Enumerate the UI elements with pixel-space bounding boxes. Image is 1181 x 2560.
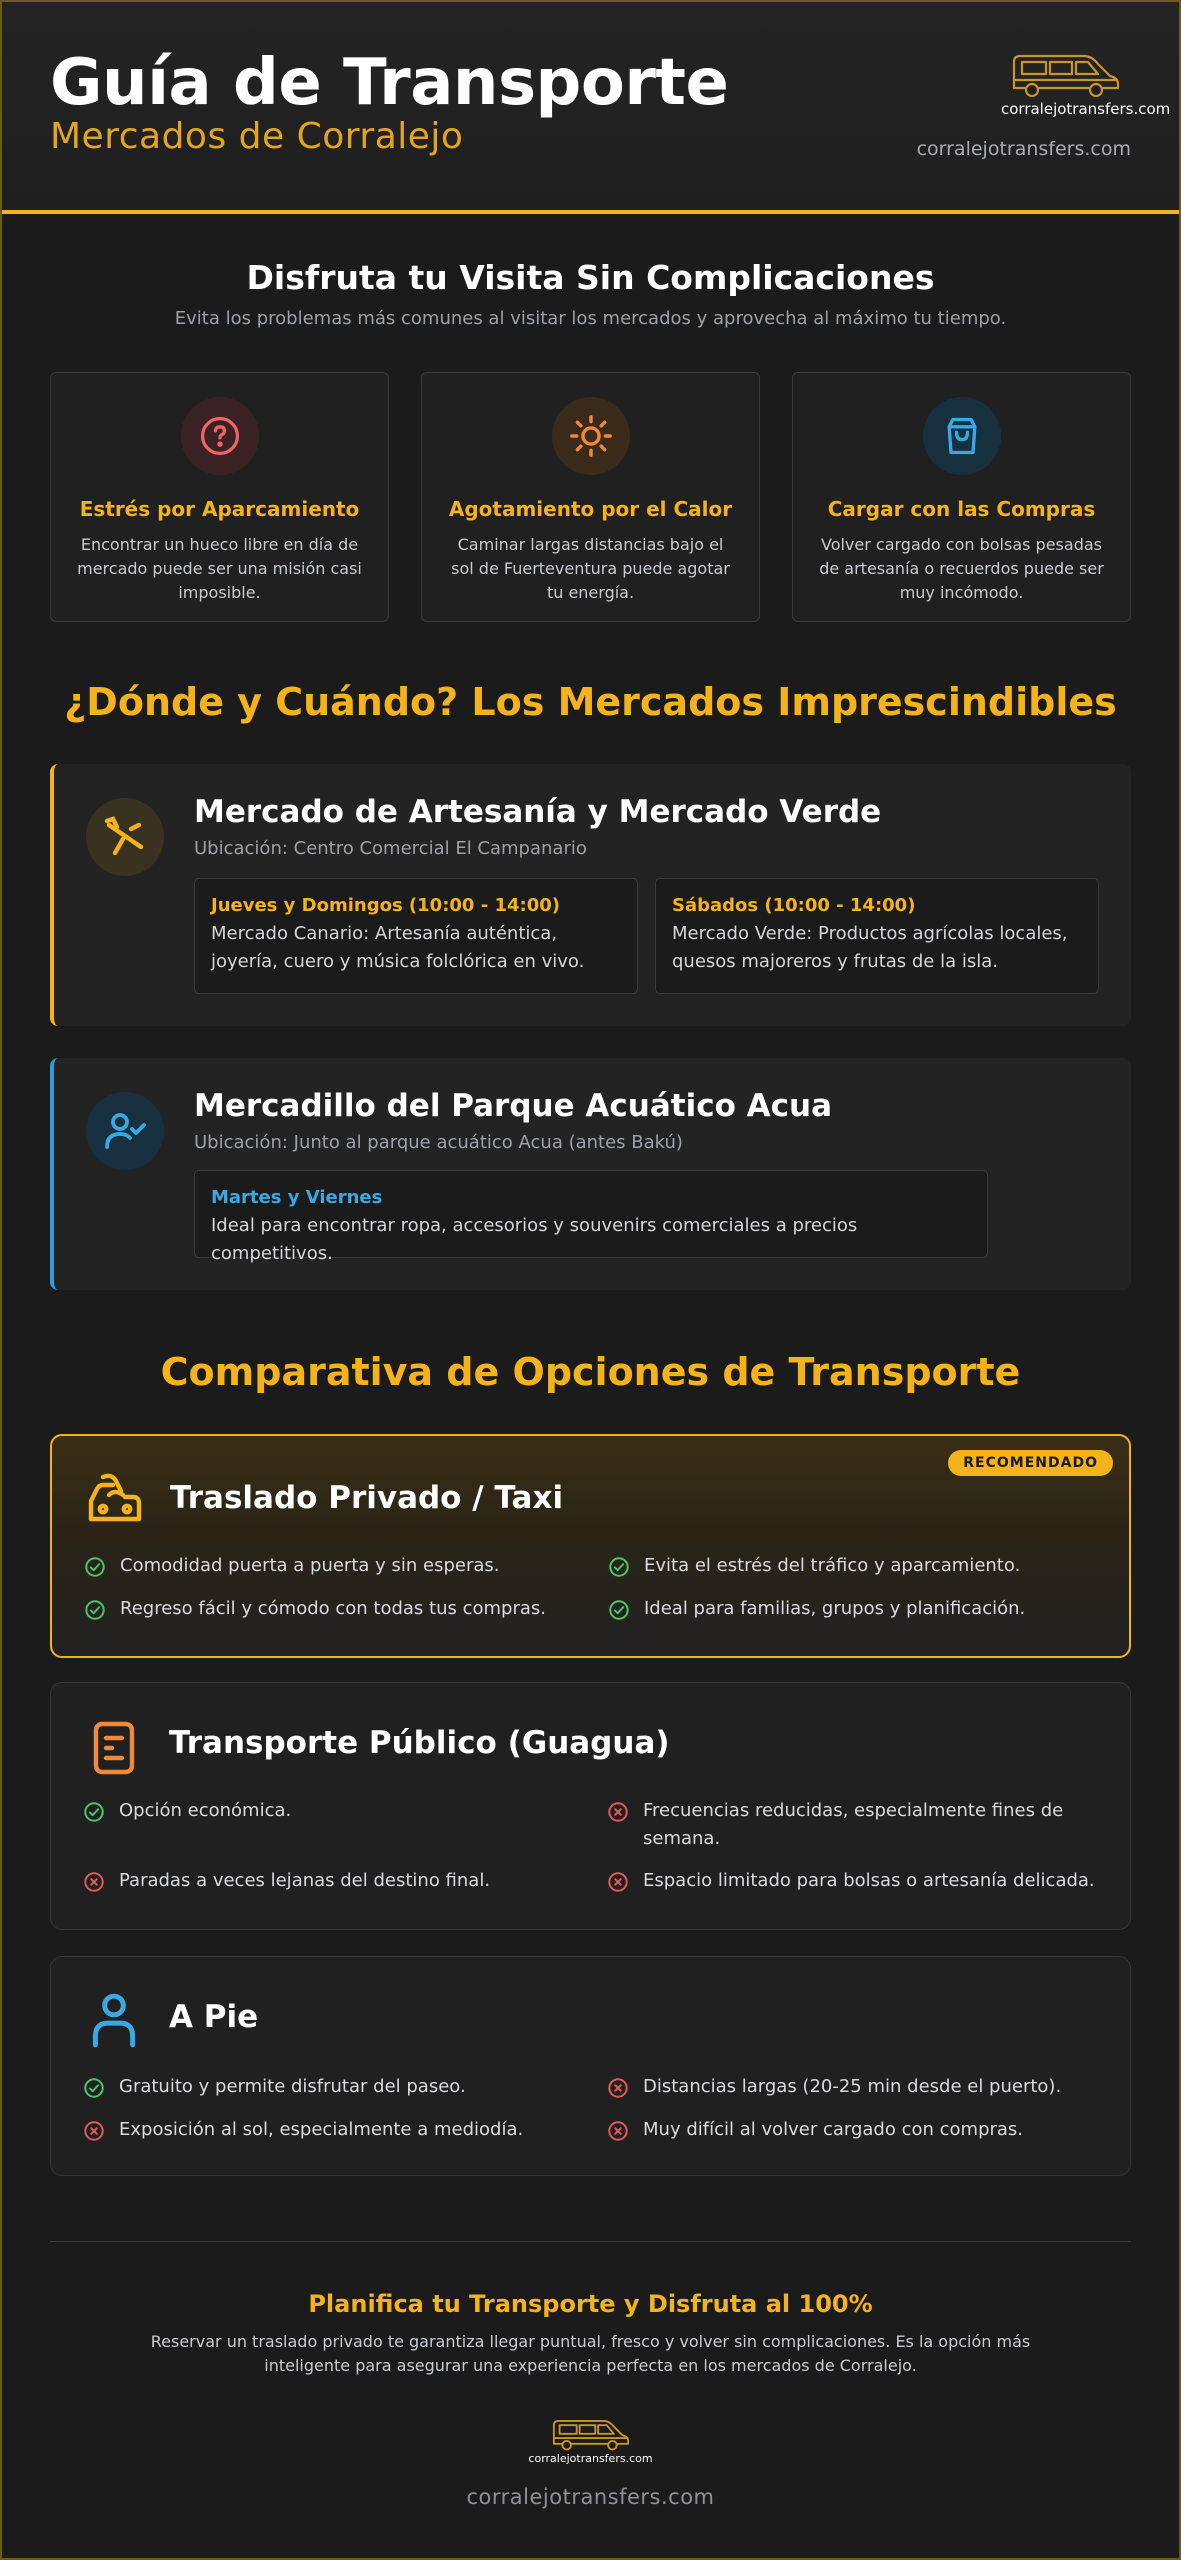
logo-text: corralejotransfers.com <box>528 2452 653 2465</box>
problem-title: Estrés por Aparcamiento <box>79 497 360 521</box>
transport-option-title: A Pie <box>169 1999 259 2035</box>
x-circle-icon <box>607 2077 629 2099</box>
header-url[interactable]: corralejotransfers.com <box>916 138 1131 160</box>
brand-logo[interactable] <box>1001 52 1171 118</box>
feature-pro <box>83 2073 466 2101</box>
user-check-icon <box>86 1092 164 1170</box>
slot-what: Mercado Canario: Artesanía auténtica, joyería, cuero y música folclórica en vivo. <box>211 923 585 972</box>
feature-text: Exposición al sol, especialmente a mediodía. <box>119 2119 524 2140</box>
feature-text: Frecuencias reducidas, especialmente fines de semana. <box>643 1800 1064 1849</box>
van-icon <box>1010 52 1122 98</box>
problem-cards <box>50 372 1131 622</box>
market-card-artesania <box>50 764 1131 1026</box>
x-circle-icon <box>607 1871 629 1893</box>
transport-card-public <box>50 1682 1131 1930</box>
market-slot <box>655 878 1099 994</box>
slot-when: Sábados (10:00 - 14:00) <box>672 895 916 916</box>
problem-card-parking <box>50 372 389 622</box>
footer-divider <box>50 2241 1131 2242</box>
feature-pro <box>608 1595 1025 1623</box>
problem-card-heat <box>421 372 760 622</box>
x-circle-icon <box>607 2120 629 2142</box>
problem-text: Caminar largas distancias bajo el sol de Fuerteventura puede agotar tu energía. <box>451 535 730 602</box>
transport-option-title: Traslado Privado / Taxi <box>170 1480 564 1516</box>
van-icon <box>551 2418 631 2451</box>
slot-what: Ideal para encontrar ropa, accesorios y souvenirs comerciales a precios competitivos. <box>211 1215 858 1264</box>
x-circle-icon <box>83 2120 105 2142</box>
header <box>0 0 1181 214</box>
transport-card-walk <box>50 1956 1131 2176</box>
recommended-badge: RECOMENDADO <box>948 1450 1113 1476</box>
feature-con <box>607 1867 1095 1895</box>
footer-url[interactable]: corralejotransfers.com <box>466 2485 715 2509</box>
problem-title: Cargar con las Compras <box>827 497 1096 521</box>
check-circle-icon <box>84 1599 106 1621</box>
car-icon <box>82 1466 148 1532</box>
check-circle-icon <box>84 1556 106 1578</box>
feature-text: Distancias largas (20-25 min desde el puerto). <box>643 2076 1062 2097</box>
problem-title: Agotamiento por el Calor <box>448 497 733 521</box>
tools-icon <box>86 798 164 876</box>
feature-con <box>83 1867 490 1895</box>
transport-title: Comparativa de Opciones de Transporte <box>160 1350 1021 1394</box>
feature-text: Espacio limitado para bolsas o artesanía delicada. <box>643 1870 1095 1891</box>
feature-text: Evita el estrés del tráfico y aparcamiento. <box>644 1555 1021 1576</box>
market-location: Ubicación: Centro Comercial El Campanario <box>194 838 587 859</box>
market-card-acua <box>50 1058 1131 1290</box>
market-location: Ubicación: Junto al parque acuático Acua (antes Bakú) <box>194 1132 683 1153</box>
shopping-bag-icon <box>923 397 1001 475</box>
feature-con <box>607 2116 1023 2144</box>
markets-title: ¿Dónde y Cuándo? Los Mercados Imprescindibles <box>64 680 1117 724</box>
feature-text: Regreso fácil y cómodo con todas tus compras. <box>120 1598 546 1619</box>
problem-text: Volver cargado con bolsas pesadas de artesanía o recuerdos puede ser muy incómodo. <box>819 535 1104 602</box>
cta-title: Planifica tu Transporte y Disfruta al 100% <box>308 2290 873 2318</box>
x-circle-icon <box>607 1801 629 1823</box>
feature-pro <box>84 1595 546 1623</box>
feature-text: Opción económica. <box>119 1800 292 1821</box>
feature-pro <box>608 1552 1020 1580</box>
page-title: Guía de Transporte <box>50 46 729 120</box>
logo-text: corralejotransfers.com <box>1001 100 1171 118</box>
feature-con <box>607 1797 1107 1853</box>
market-slot <box>194 1170 988 1264</box>
feature-text: Ideal para familias, grupos y planificación. <box>644 1598 1026 1619</box>
transport-option-title: Transporte Público (Guagua) <box>169 1725 670 1761</box>
check-circle-icon <box>83 1801 105 1823</box>
check-circle-icon <box>608 1556 630 1578</box>
sun-icon <box>552 397 630 475</box>
feature-con <box>83 2116 523 2144</box>
feature-con <box>607 2073 1061 2101</box>
feature-pro <box>83 1797 291 1825</box>
slot-when: Jueves y Domingos (10:00 - 14:00) <box>211 895 560 916</box>
feature-text: Muy difícil al volver cargado con compras. <box>643 2119 1024 2140</box>
problem-text: Encontrar un hueco libre en día de mercado puede ser una misión casi imposible. <box>77 535 362 602</box>
person-icon <box>81 1987 147 2053</box>
market-slot <box>194 878 638 994</box>
check-circle-icon <box>608 1599 630 1621</box>
x-circle-icon <box>83 1871 105 1893</box>
feature-text: Gratuito y permite disfrutar del paseo. <box>119 2076 466 2097</box>
market-title: Mercadillo del Parque Acuático Acua <box>194 1088 833 1124</box>
page-subtitle: Mercados de Corralejo <box>50 116 464 157</box>
transport-card-private <box>50 1434 1131 1658</box>
question-circle-icon <box>181 397 259 475</box>
problem-card-shopping <box>792 372 1131 622</box>
slot-what: Mercado Verde: Productos agrícolas locales, quesos majoreros y frutas de la isla. <box>672 923 1068 972</box>
intro-title: Disfruta tu Visita Sin Complicaciones <box>246 258 935 297</box>
document-icon <box>81 1715 147 1781</box>
footer-logo[interactable] <box>0 2418 1181 2465</box>
cta-text: Reservar un traslado privado te garantiza llegar puntual, fresco y volver sin complicaciones. Es la opción más inteligente para asegurar una experiencia perfecta en los mercados de Corralejo. <box>150 2332 1031 2375</box>
slot-when: Martes y Viernes <box>211 1187 383 1208</box>
feature-text: Comodidad puerta a puerta y sin esperas. <box>120 1555 500 1576</box>
intro-subtitle: Evita los problemas más comunes al visitar los mercados y aprovecha al máximo tu tiempo. <box>174 308 1007 329</box>
market-title: Mercado de Artesanía y Mercado Verde <box>194 794 882 830</box>
check-circle-icon <box>83 2077 105 2099</box>
feature-text: Paradas a veces lejanas del destino final. <box>119 1870 491 1891</box>
feature-pro <box>84 1552 500 1580</box>
